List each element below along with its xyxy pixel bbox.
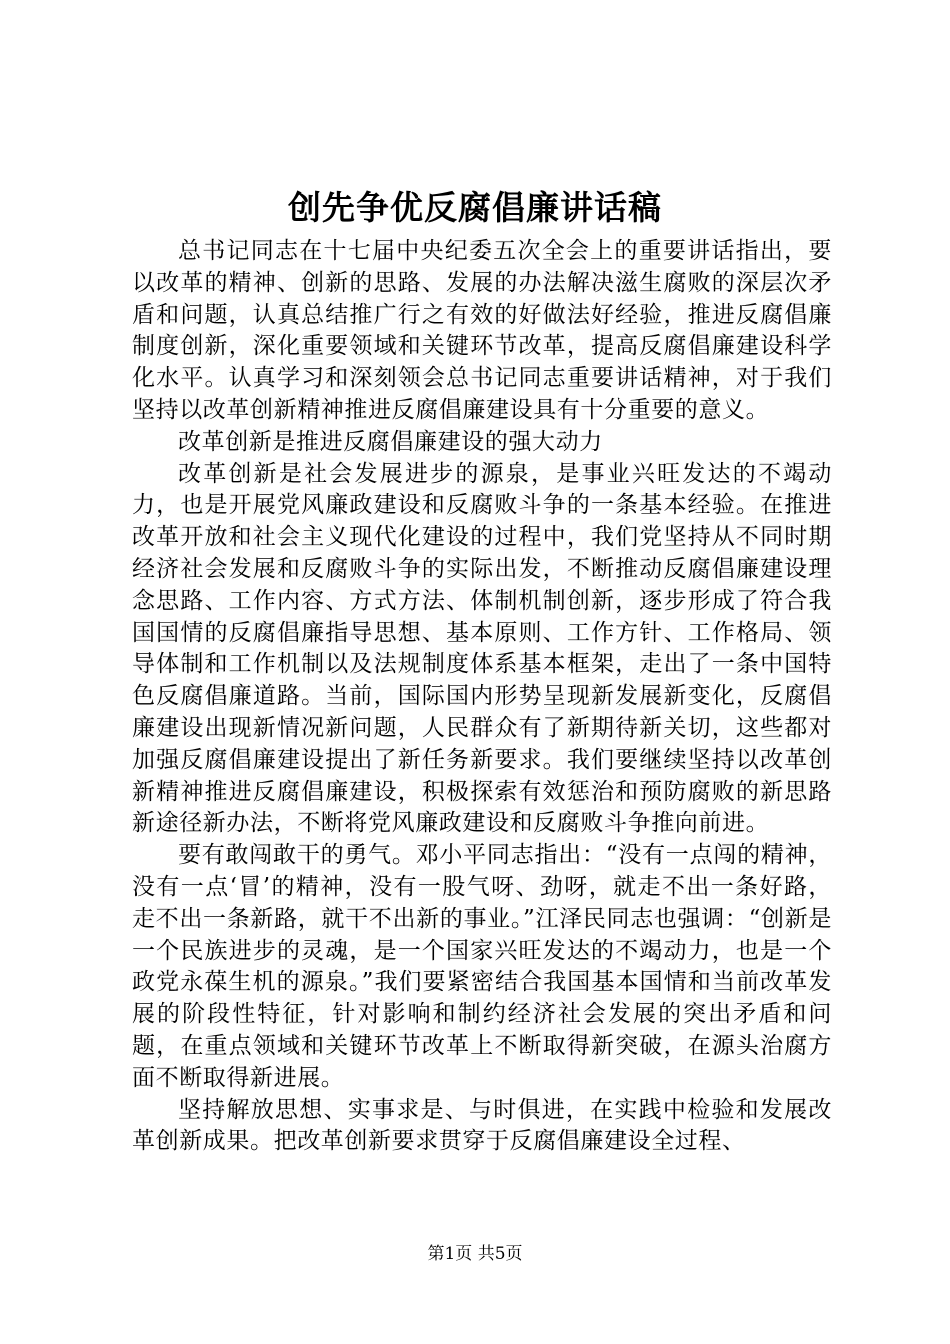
paragraph: 改革创新是社会发展进步的源泉，是事业兴旺发达的不竭动力，也是开展党风廉政建设和反腐败斗争的一条基本经验。在推进改革开放和社会主义现代化建设的过程中，我们党坚持从不同时期经济社会发展和反腐败斗争的实际出发，不断推动反腐倡廉建设理念思路、工作内容、方式方法、体制机制创新，逐步形成了符合我国国情的反腐倡廉指导思想、基本原则、工作方针、工作格局、领导体制和工作机制以及法规制度体系基本框架，走出了一条中国特色反腐倡廉道路。当前，国际国内形势呈现新发展新变化，反腐倡廉建设出现新情况新问题，人民群众有了新期待新关切，这些都对加强反腐倡廉建设提出了新任务新要求。我们要继续坚持以改革创新精神推进反腐倡廉建设，积极探索有效惩治和预防腐败的新思路新途径新办法，不断将党风廉政建设和反腐败斗争推向前进。	[132, 460, 832, 837]
document-body	[132, 236, 832, 1158]
page-number: 第1页 共5页	[427, 1244, 523, 1264]
paragraph: 总书记同志在十七届中央纪委五次全会上的重要讲话指出，要以改革的精神、创新的思路、发展的办法解决滋生腐败的深层次矛盾和问题，认真总结推广行之有效的好做法好经验，推进反腐倡廉制度创新，深化重要领域和关键环节改革，提高反腐倡廉建设科学化水平。认真学习和深刻领会总书记同志重要讲话精神，对于我们坚持以改革创新精神推进反腐倡廉建设具有十分重要的意义。	[132, 238, 832, 423]
paragraph: 坚持解放思想、实事求是、与时俱进，在实践中检验和发展改革创新成果。把改革创新要求贯穿于反腐倡廉建设全过程、	[132, 1096, 832, 1155]
paragraph: 要有敢闯敢干的勇气。邓小平同志指出：“没有一点闯的精神，没有一点‘冒’的精神，没有一股气呀、劲呀，就走不出一条好路，走不出一条新路，就干不出新的事业。”江泽民同志也强调：“创新是一个民族进步的灵魂，是一个国家兴旺发达的不竭动力，也是一个政党永葆生机的源泉。”我们要紧密结合我国基本国情和当前改革发展的阶段性特征，针对影响和制约经济社会发展的突出矛盾和问题，在重点领域和关键环节改革上不断取得新突破，在源头治腐方面不断取得新进展。	[132, 842, 832, 1091]
section-heading: 改革创新是推进反腐倡廉建设的强大动力	[178, 428, 603, 455]
document-title: 创先争优反腐倡廉讲话稿	[288, 188, 662, 227]
